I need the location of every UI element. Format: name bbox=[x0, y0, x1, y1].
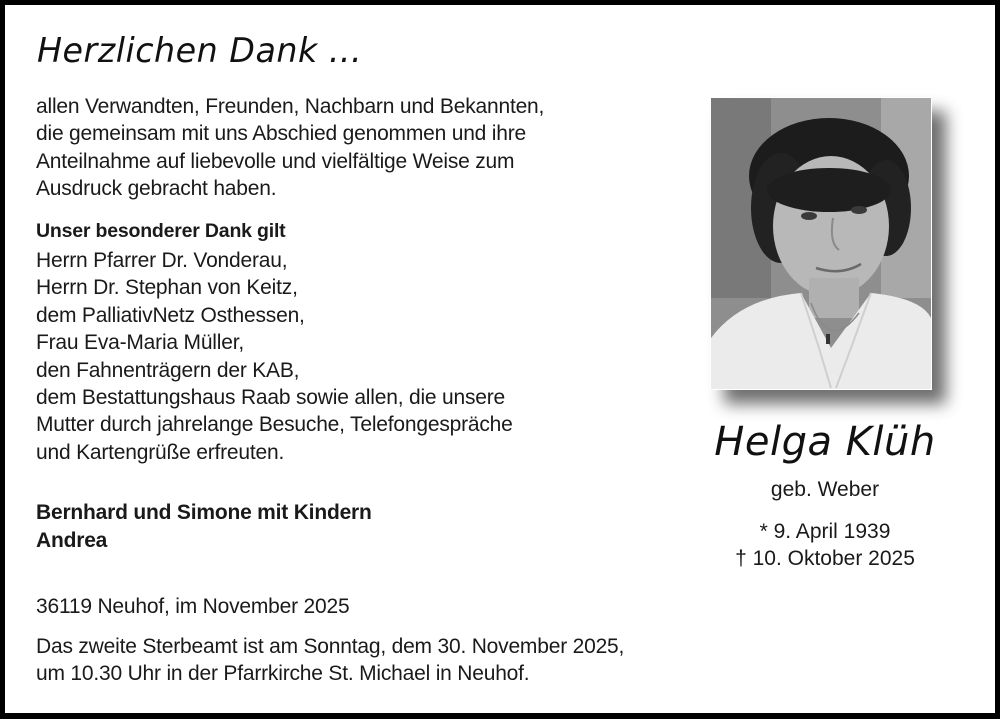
service-line: um 10.30 Uhr in der Pfarrkirche St. Michael in Neuhof. bbox=[36, 662, 530, 686]
portrait-illustration-icon bbox=[711, 98, 931, 389]
thanks-line: und Kartengrüße erfreuten. bbox=[36, 440, 285, 464]
thanks-line: Mutter durch jahrelange Besuche, Telefongespräche bbox=[36, 413, 513, 437]
thanks-title: Unser besonderer Dank gilt bbox=[36, 220, 286, 242]
family-signature bbox=[36, 499, 372, 555]
family-line: Bernhard und Simone mit Kindern bbox=[36, 501, 372, 524]
obituary-card bbox=[5, 5, 995, 713]
portrait-photo-frame bbox=[710, 97, 932, 390]
intro-line: die gemeinsam mit uns Abschied genommen und ihre bbox=[36, 122, 527, 146]
intro-line: allen Verwandten, Freunden, Nachbarn und Bekannten, bbox=[36, 95, 545, 118]
thanks-line: dem Bestattungshaus Raab sowie allen, die unsere bbox=[36, 386, 506, 410]
family-line: Andrea bbox=[36, 529, 108, 552]
birth-date: * 9. April 1939 bbox=[759, 520, 891, 543]
intro-line: Anteilnahme auf liebevolle und vielfältige Weise zum bbox=[36, 149, 515, 173]
thanks-line: Frau Eva-Maria Müller, bbox=[36, 331, 244, 355]
intro-text bbox=[36, 93, 544, 203]
thanks-list bbox=[36, 247, 513, 466]
thanks-line: Herrn Dr. Stephan von Keitz, bbox=[36, 276, 298, 300]
thanks-line: den Fahnenträgern der KAB, bbox=[36, 358, 300, 382]
service-info bbox=[36, 633, 624, 688]
heading: Herzlichen Dank ... bbox=[37, 31, 363, 71]
maiden-name: geb. Weber bbox=[770, 478, 880, 501]
intro-line: Ausdruck gebracht haben. bbox=[36, 177, 277, 201]
life-dates bbox=[675, 518, 975, 572]
thanks-line: dem PalliativNetz Osthessen, bbox=[36, 303, 305, 327]
deceased-name: Helga Klüh bbox=[714, 419, 936, 465]
thanks-line: Herrn Pfarrer Dr. Vonderau, bbox=[36, 249, 288, 272]
portrait-photo bbox=[710, 97, 932, 390]
service-line: Das zweite Sterbeamt ist am Sonntag, dem 30. November 2025, bbox=[36, 635, 625, 658]
place-date: 36119 Neuhof, im November 2025 bbox=[36, 595, 350, 618]
death-date: † 10. Oktober 2025 bbox=[735, 547, 915, 570]
